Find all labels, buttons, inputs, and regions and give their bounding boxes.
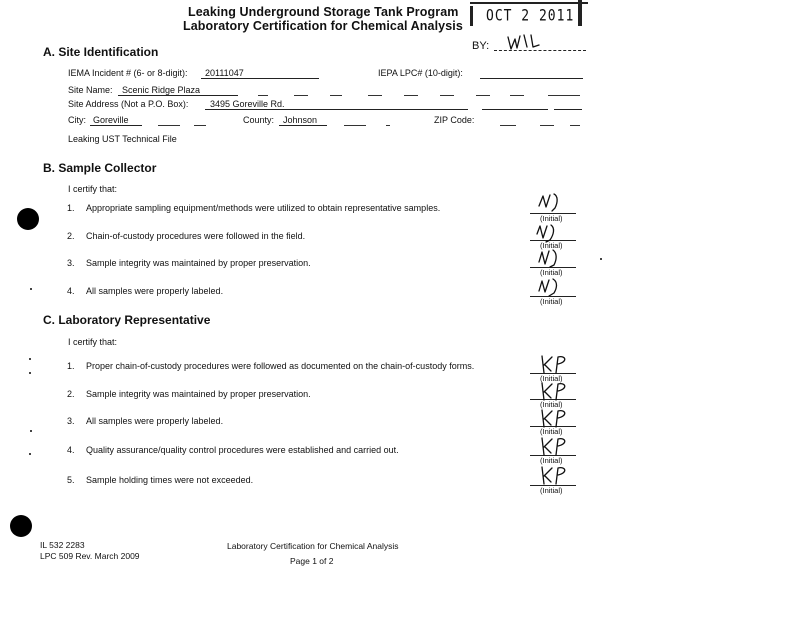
by-initials-signature: [505, 33, 545, 53]
c-item-3-initial-label: (Initial): [540, 427, 563, 436]
site-name-line-seg: [258, 95, 268, 96]
b-item-2-text: Chain-of-custody procedures were followed in the field.: [86, 231, 306, 241]
c-item-2-number: 2.: [67, 389, 75, 399]
city-label: City:: [68, 115, 86, 125]
file-note: Leaking UST Technical File: [68, 134, 177, 144]
footer-title: Laboratory Certification for Chemical Analysis: [227, 541, 399, 551]
b-item-1-number: 1.: [67, 203, 75, 213]
zip-line-seg[interactable]: [500, 125, 516, 126]
footer-page-number: Page 1 of 2: [290, 556, 334, 566]
scan-speck: [600, 258, 602, 260]
footer-form-revision: LPC 509 Rev. March 2009: [40, 551, 140, 561]
b-item-2-initials-signature: [534, 222, 570, 244]
c-item-1-number: 1.: [67, 361, 75, 371]
site-address-line-3: [554, 109, 582, 110]
zip-label: ZIP Code:: [434, 115, 475, 125]
c-item-5-number: 5.: [67, 475, 75, 485]
c-item-1-initial-label: (Initial): [540, 374, 563, 383]
b-item-3-initials-signature: [536, 248, 572, 270]
county-value[interactable]: Johnson: [283, 115, 318, 125]
zip-line-seg: [540, 125, 554, 126]
site-name-line-seg: [404, 95, 418, 96]
b-item-3-number: 3.: [67, 258, 75, 268]
section-c-heading: C. Laboratory Representative: [43, 313, 211, 327]
city-line-seg: [158, 125, 180, 126]
c-item-5-text: Sample holding times were not exceeded.: [86, 475, 254, 485]
site-address-line-2: [482, 109, 548, 110]
c-item-4-initials-signature: [538, 435, 574, 457]
site-name-line: [118, 95, 238, 96]
hole-punch-mark: [17, 208, 39, 230]
form-title-line1: Leaking Underground Storage Tank Program: [188, 5, 459, 19]
site-name-line-seg: [510, 95, 524, 96]
county-line-seg: [344, 125, 366, 126]
section-b-intro: I certify that:: [68, 184, 118, 194]
c-item-1-initials-signature: [538, 353, 574, 375]
scan-speck: [30, 288, 32, 290]
scan-speck: [30, 430, 32, 432]
c-item-1-text: Proper chain-of-custody procedures were followed as documented on the chain-of-custody forms.: [86, 361, 475, 371]
scan-speck: [29, 372, 31, 374]
c-item-4-number: 4.: [67, 445, 75, 455]
c-item-3-text: All samples were properly labeled.: [86, 416, 224, 426]
footer-form-code: IL 532 2283: [40, 540, 85, 550]
county-line: [279, 125, 327, 126]
site-name-line-seg: [440, 95, 454, 96]
iema-incident-line: [201, 78, 319, 79]
scan-speck: [29, 453, 31, 455]
c-item-4-text: Quality assurance/quality control procedures were established and carried out.: [86, 445, 399, 455]
c-item-5-initial-label: (Initial): [540, 486, 563, 495]
b-item-4-number: 4.: [67, 286, 75, 296]
form-title-line2: Laboratory Certification for Chemical Analysis: [183, 19, 463, 33]
site-name-label: Site Name:: [68, 85, 113, 95]
b-item-3-text: Sample integrity was maintained by proper preservation.: [86, 258, 311, 268]
stamp-date: OCT 2 2011: [486, 7, 575, 26]
city-line-seg: [194, 125, 206, 126]
section-b-heading: B. Sample Collector: [43, 161, 157, 175]
c-item-5-initials-signature: [538, 464, 574, 486]
county-line-seg: [386, 125, 390, 126]
received-stamp: [470, 0, 588, 30]
scan-speck: [29, 358, 31, 360]
site-address-label: Site Address (Not a P.O. Box):: [68, 99, 189, 109]
site-name-line-seg: [476, 95, 490, 96]
c-item-2-initial-label: (Initial): [540, 400, 563, 409]
c-item-3-number: 3.: [67, 416, 75, 426]
b-item-1-initials-signature: [536, 192, 572, 214]
iema-incident-label: IEMA Incident # (6- or 8-digit):: [68, 68, 188, 78]
site-address-value[interactable]: 3495 Goreville Rd.: [210, 99, 285, 109]
c-item-3-initials-signature: [538, 407, 574, 429]
city-value[interactable]: Goreville: [93, 115, 129, 125]
iepa-lpc-line[interactable]: [480, 78, 583, 79]
c-item-4-initial-label: (Initial): [540, 456, 563, 465]
b-item-4-initials-signature: [536, 276, 572, 298]
b-item-1-text: Appropriate sampling equipment/methods were utilized to obtain representative samples.: [86, 203, 441, 213]
county-label: County:: [243, 115, 275, 125]
hole-punch-mark: [10, 515, 32, 537]
b-item-4-text: All samples were properly labeled.: [86, 286, 224, 296]
city-line: [90, 125, 142, 126]
site-name-line-seg: [330, 95, 342, 96]
iema-incident-value[interactable]: 20111047: [205, 68, 244, 78]
site-name-line-seg: [368, 95, 382, 96]
section-a-heading: A. Site Identification: [43, 45, 159, 59]
section-c-intro: I certify that:: [68, 337, 118, 347]
site-address-line: [205, 109, 468, 110]
by-label: BY:: [472, 40, 490, 52]
b-item-3-initial-label: (Initial): [540, 268, 563, 277]
b-item-2-initial-label: (Initial): [540, 241, 563, 250]
site-name-value[interactable]: Scenic Ridge Plaza: [122, 85, 201, 95]
site-name-line-seg: [548, 95, 580, 96]
b-item-4-initial-label: (Initial): [540, 297, 563, 306]
c-item-2-initials-signature: [538, 380, 574, 402]
site-name-line-seg: [294, 95, 308, 96]
c-item-2-text: Sample integrity was maintained by proper preservation.: [86, 389, 311, 399]
zip-line-seg: [570, 125, 580, 126]
b-item-1-initial-label: (Initial): [540, 214, 563, 223]
iepa-lpc-label: IEPA LPC# (10-digit):: [378, 68, 463, 78]
b-item-2-number: 2.: [67, 231, 75, 241]
